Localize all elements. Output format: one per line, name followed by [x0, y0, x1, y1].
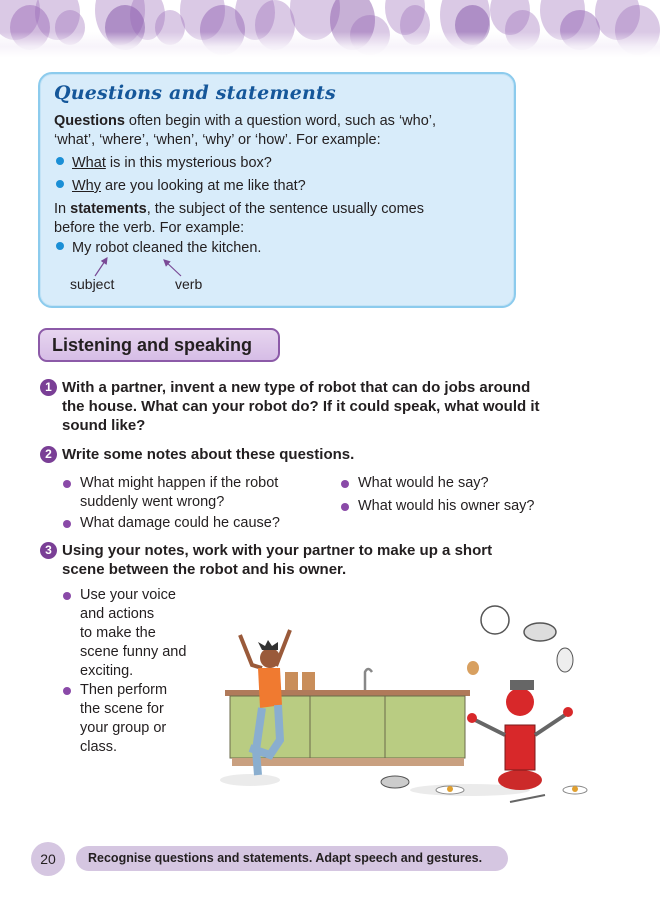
page-number: 20: [31, 842, 65, 876]
bullet-text: What damage could he cause?: [80, 515, 280, 531]
question-word: Why: [72, 178, 101, 194]
grammar-box-title: Questions and statements: [54, 82, 336, 104]
activity-text: [62, 378, 582, 435]
bullet-icon: [63, 592, 71, 600]
number-badge: 2: [40, 446, 57, 463]
bullet-icon: [63, 480, 71, 488]
verb-label: verb: [175, 276, 203, 292]
example-text: are you looking at me like that?: [101, 178, 306, 194]
example-text: is in this mysterious box?: [105, 155, 272, 171]
activity-text: [62, 541, 582, 579]
section-heading-tab: [38, 328, 280, 362]
explanation-text: often begin with a question word, such as ‘who’,: [124, 113, 437, 129]
explanation-text: , the subject of the sentence usually comes: [146, 201, 424, 217]
statements-term: statements: [70, 201, 147, 217]
learning-objective-banner: [76, 846, 508, 871]
bullet-text: exciting.: [80, 663, 134, 679]
bullet-text: scene funny and: [80, 644, 187, 660]
questions-term: Questions: [54, 113, 125, 129]
bullet-icon: [341, 480, 349, 488]
learning-objective-text: Recognise questions and statements. Adapt speech and gestures.: [88, 851, 483, 865]
bullet-icon: [63, 687, 71, 695]
activity-line: Write some notes about these questions.: [62, 446, 355, 463]
number-badge: 1: [40, 379, 57, 396]
activity-line: scene between the robot and his owner.: [62, 561, 347, 578]
bullet-icon: [341, 503, 349, 511]
question-word: What: [72, 155, 106, 171]
activity-text: [62, 445, 582, 464]
bullet-text: your group or: [80, 720, 167, 736]
activity-line: Using your notes, work with your partner to make up a short: [62, 542, 493, 559]
decorative-bubble-banner: [0, 0, 660, 58]
bullet-text: What might happen if the robot: [80, 475, 279, 491]
activity-line: With a partner, invent a new type of robot that can do jobs around: [62, 379, 531, 396]
bullet-text: and actions: [80, 606, 155, 622]
bullet-text: What would he say?: [358, 475, 489, 491]
explanation-text: In: [54, 201, 71, 217]
bullet-text: suddenly went wrong?: [80, 494, 225, 510]
bullet-text: the scene for: [80, 701, 164, 717]
activity-line: sound like?: [62, 417, 146, 434]
example-text: My robot cleaned the kitchen.: [72, 240, 262, 256]
annotation-arrows-icon: [40, 74, 514, 306]
bullet-text: Use your voice: [80, 587, 176, 603]
section-title: Listening and speaking: [52, 335, 253, 355]
subject-label: subject: [70, 276, 115, 292]
grammar-info-box: [38, 72, 516, 308]
bullet-text: Then perform: [80, 682, 168, 698]
explanation-text: ‘what’, ‘where’, ‘when’, ‘why’ or ‘how’. For example:: [54, 132, 381, 148]
bullet-text: What would his owner say?: [358, 498, 535, 514]
robot-kitchen-illustration: [210, 590, 590, 810]
bullet-text: to make the: [80, 625, 156, 641]
explanation-text: before the verb. For example:: [54, 220, 245, 236]
bullet-icon: [63, 520, 71, 528]
bullet-text: class.: [80, 739, 118, 755]
number-badge: 3: [40, 542, 57, 559]
activity-line: the house. What can your robot do? If it could speak, what would it: [62, 398, 540, 415]
